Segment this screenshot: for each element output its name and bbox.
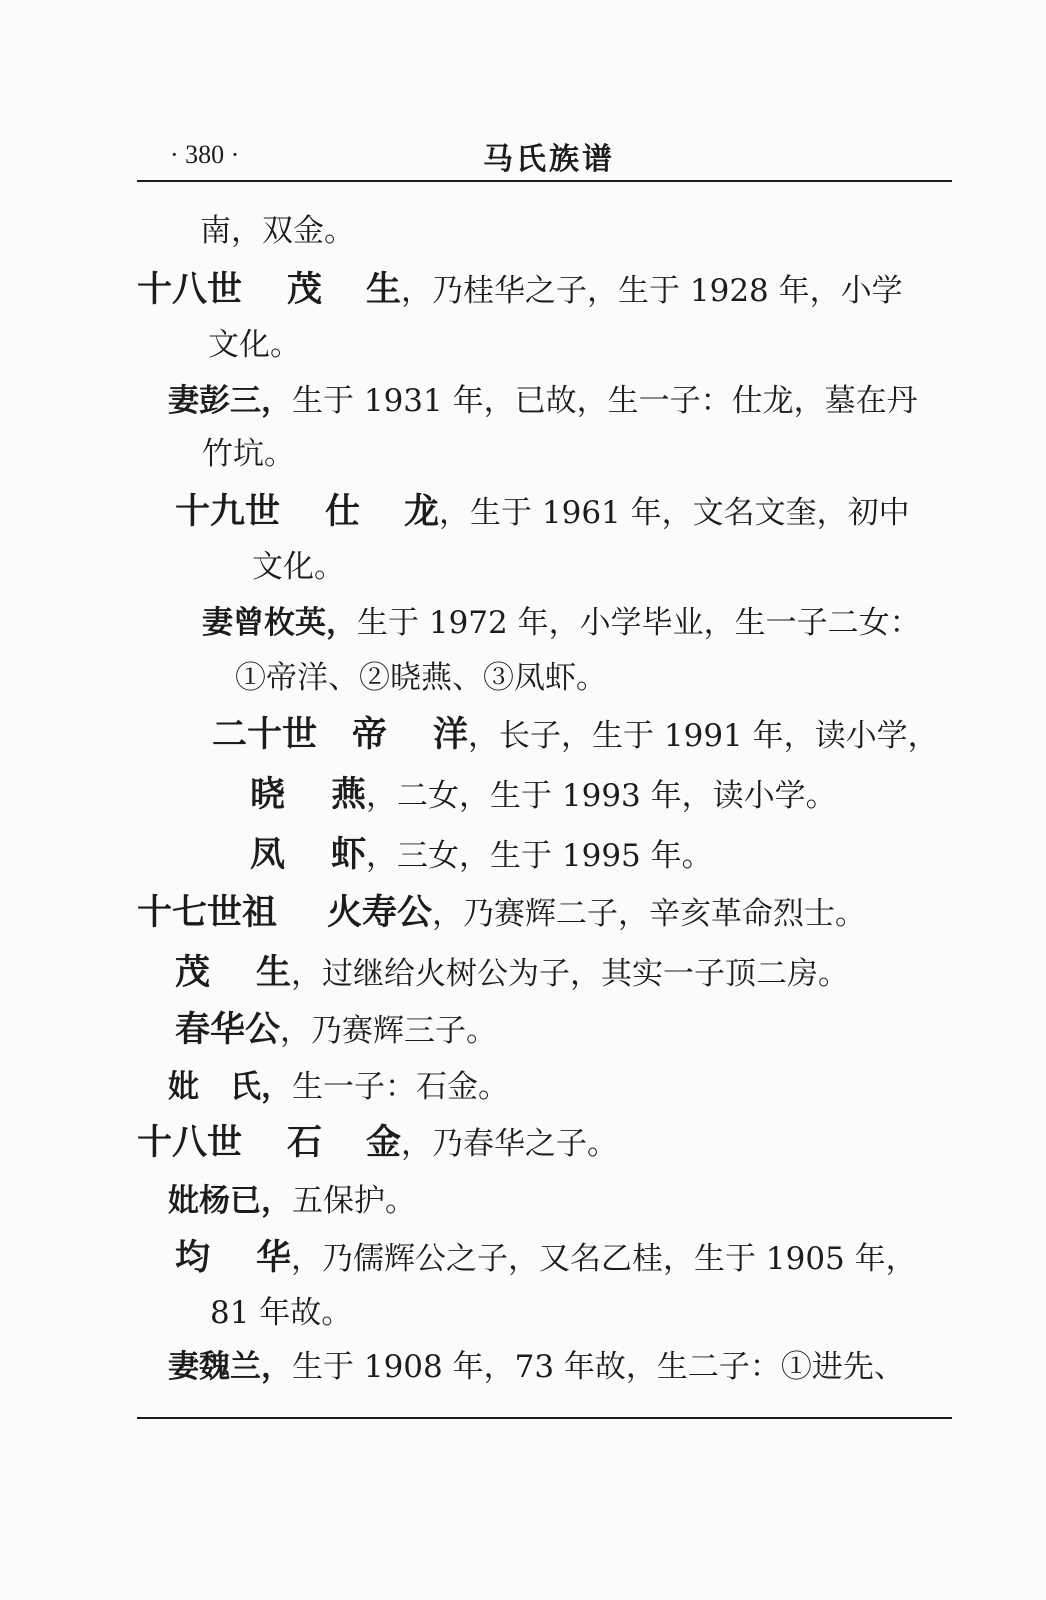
person-name: 洋 <box>433 715 469 755</box>
entry-text: ，三女，生于 1995 年。 <box>366 838 713 874</box>
entry-line <box>168 1347 905 1387</box>
entry-line <box>175 1010 497 1051</box>
entry-line <box>200 211 355 251</box>
person-name: 春华公 <box>175 1010 281 1050</box>
book-title: 马氏族谱 <box>483 142 615 177</box>
entry-text: ，乃桂华之子，生于 1928 年，小学 <box>401 273 903 309</box>
person-name: 生 <box>366 270 402 310</box>
person-name: 均 <box>175 1238 257 1278</box>
person-name: 仕 <box>325 492 405 532</box>
entry-line <box>168 1067 509 1107</box>
person-name: 帝 <box>352 715 434 755</box>
spouse-name: 妣 氏， <box>168 1069 292 1105</box>
entry-line <box>168 1181 416 1221</box>
entry-line <box>137 893 866 934</box>
person-name: 凤 <box>250 835 332 875</box>
entry-line <box>137 1123 618 1164</box>
person-name: 龙 <box>404 492 440 532</box>
entry-text: ，过继给火树公为子，其实一子顶二房。 <box>291 956 850 992</box>
entry-text: ，乃赛辉二子，辛亥革命烈士。 <box>432 896 867 932</box>
entry-line <box>235 658 607 698</box>
header-rule <box>137 180 952 182</box>
entry-line <box>202 603 921 643</box>
person-name: 金 <box>366 1123 402 1163</box>
spouse-name: 妻彭三， <box>168 383 292 419</box>
entry-text: ，乃赛辉三子。 <box>280 1013 498 1049</box>
entry-line <box>175 1238 917 1279</box>
entry-text: ，生于 1961 年，文名文奎，初中 <box>439 495 910 531</box>
person-name: 虾 <box>331 835 367 875</box>
page-number: · 380 · <box>170 140 240 169</box>
entry-text: 竹坑。 <box>202 436 295 472</box>
entry-line <box>202 434 295 474</box>
entry-text: ，乃春华之子。 <box>401 1126 619 1162</box>
spouse-name: 妻曾枚英， <box>202 605 357 641</box>
entry-text: 生一子：石金。 <box>292 1069 509 1105</box>
generation-label: 十七世祖 <box>137 893 278 933</box>
entry-text: ①帝洋、②晓燕、③凤虾。 <box>235 660 607 696</box>
generation-label: 十八世 <box>137 1123 243 1163</box>
entry-line <box>252 547 345 587</box>
person-name: 晓 <box>250 775 332 815</box>
spouse-name: 妻魏兰， <box>168 1349 292 1385</box>
spouse-name: 妣杨已， <box>168 1183 292 1219</box>
entry-text: ，长子，生于 1991 年，读小学， <box>468 718 939 754</box>
entry-line <box>208 325 301 365</box>
entry-text: 生于 1972 年，小学毕业，生一子二女： <box>357 605 921 641</box>
generation-label: 十九世 <box>175 492 281 532</box>
entry-line <box>210 1293 352 1333</box>
entry-line <box>212 715 939 756</box>
entry-text: 文化。 <box>208 327 301 363</box>
footer-rule <box>137 1417 952 1419</box>
person-name: 生 <box>256 953 292 993</box>
person-name: 火寿公 <box>327 893 433 933</box>
generation-label: 二十世 <box>212 715 318 755</box>
entry-line <box>168 381 918 421</box>
entry-text: 南，双金。 <box>200 213 355 249</box>
person-name: 华 <box>256 1238 292 1278</box>
entry-text: 生于 1931 年，已故，生一子：仕龙，墓在丹 <box>292 383 918 419</box>
person-name: 石 <box>287 1123 367 1163</box>
entry-text: 五保护。 <box>292 1183 416 1219</box>
person-name: 燕 <box>331 775 367 815</box>
entry-text: 文化。 <box>252 549 345 585</box>
entry-line <box>137 270 903 311</box>
person-name: 茂 <box>287 270 367 310</box>
entry-line <box>250 775 837 816</box>
person-name: 茂 <box>175 953 257 993</box>
entry-text: 生于 1908 年，73 年故，生二子：①进先、 <box>292 1349 905 1385</box>
entry-line <box>250 835 713 876</box>
entry-text: ，二女，生于 1993 年，读小学。 <box>366 778 837 814</box>
entry-text: ，乃儒辉公之子，又名乙桂，生于 1905 年， <box>291 1241 917 1277</box>
generation-label: 十八世 <box>137 270 243 310</box>
entry-line <box>175 953 849 994</box>
entry-line <box>175 492 910 533</box>
entry-text: 81 年故。 <box>210 1295 353 1331</box>
